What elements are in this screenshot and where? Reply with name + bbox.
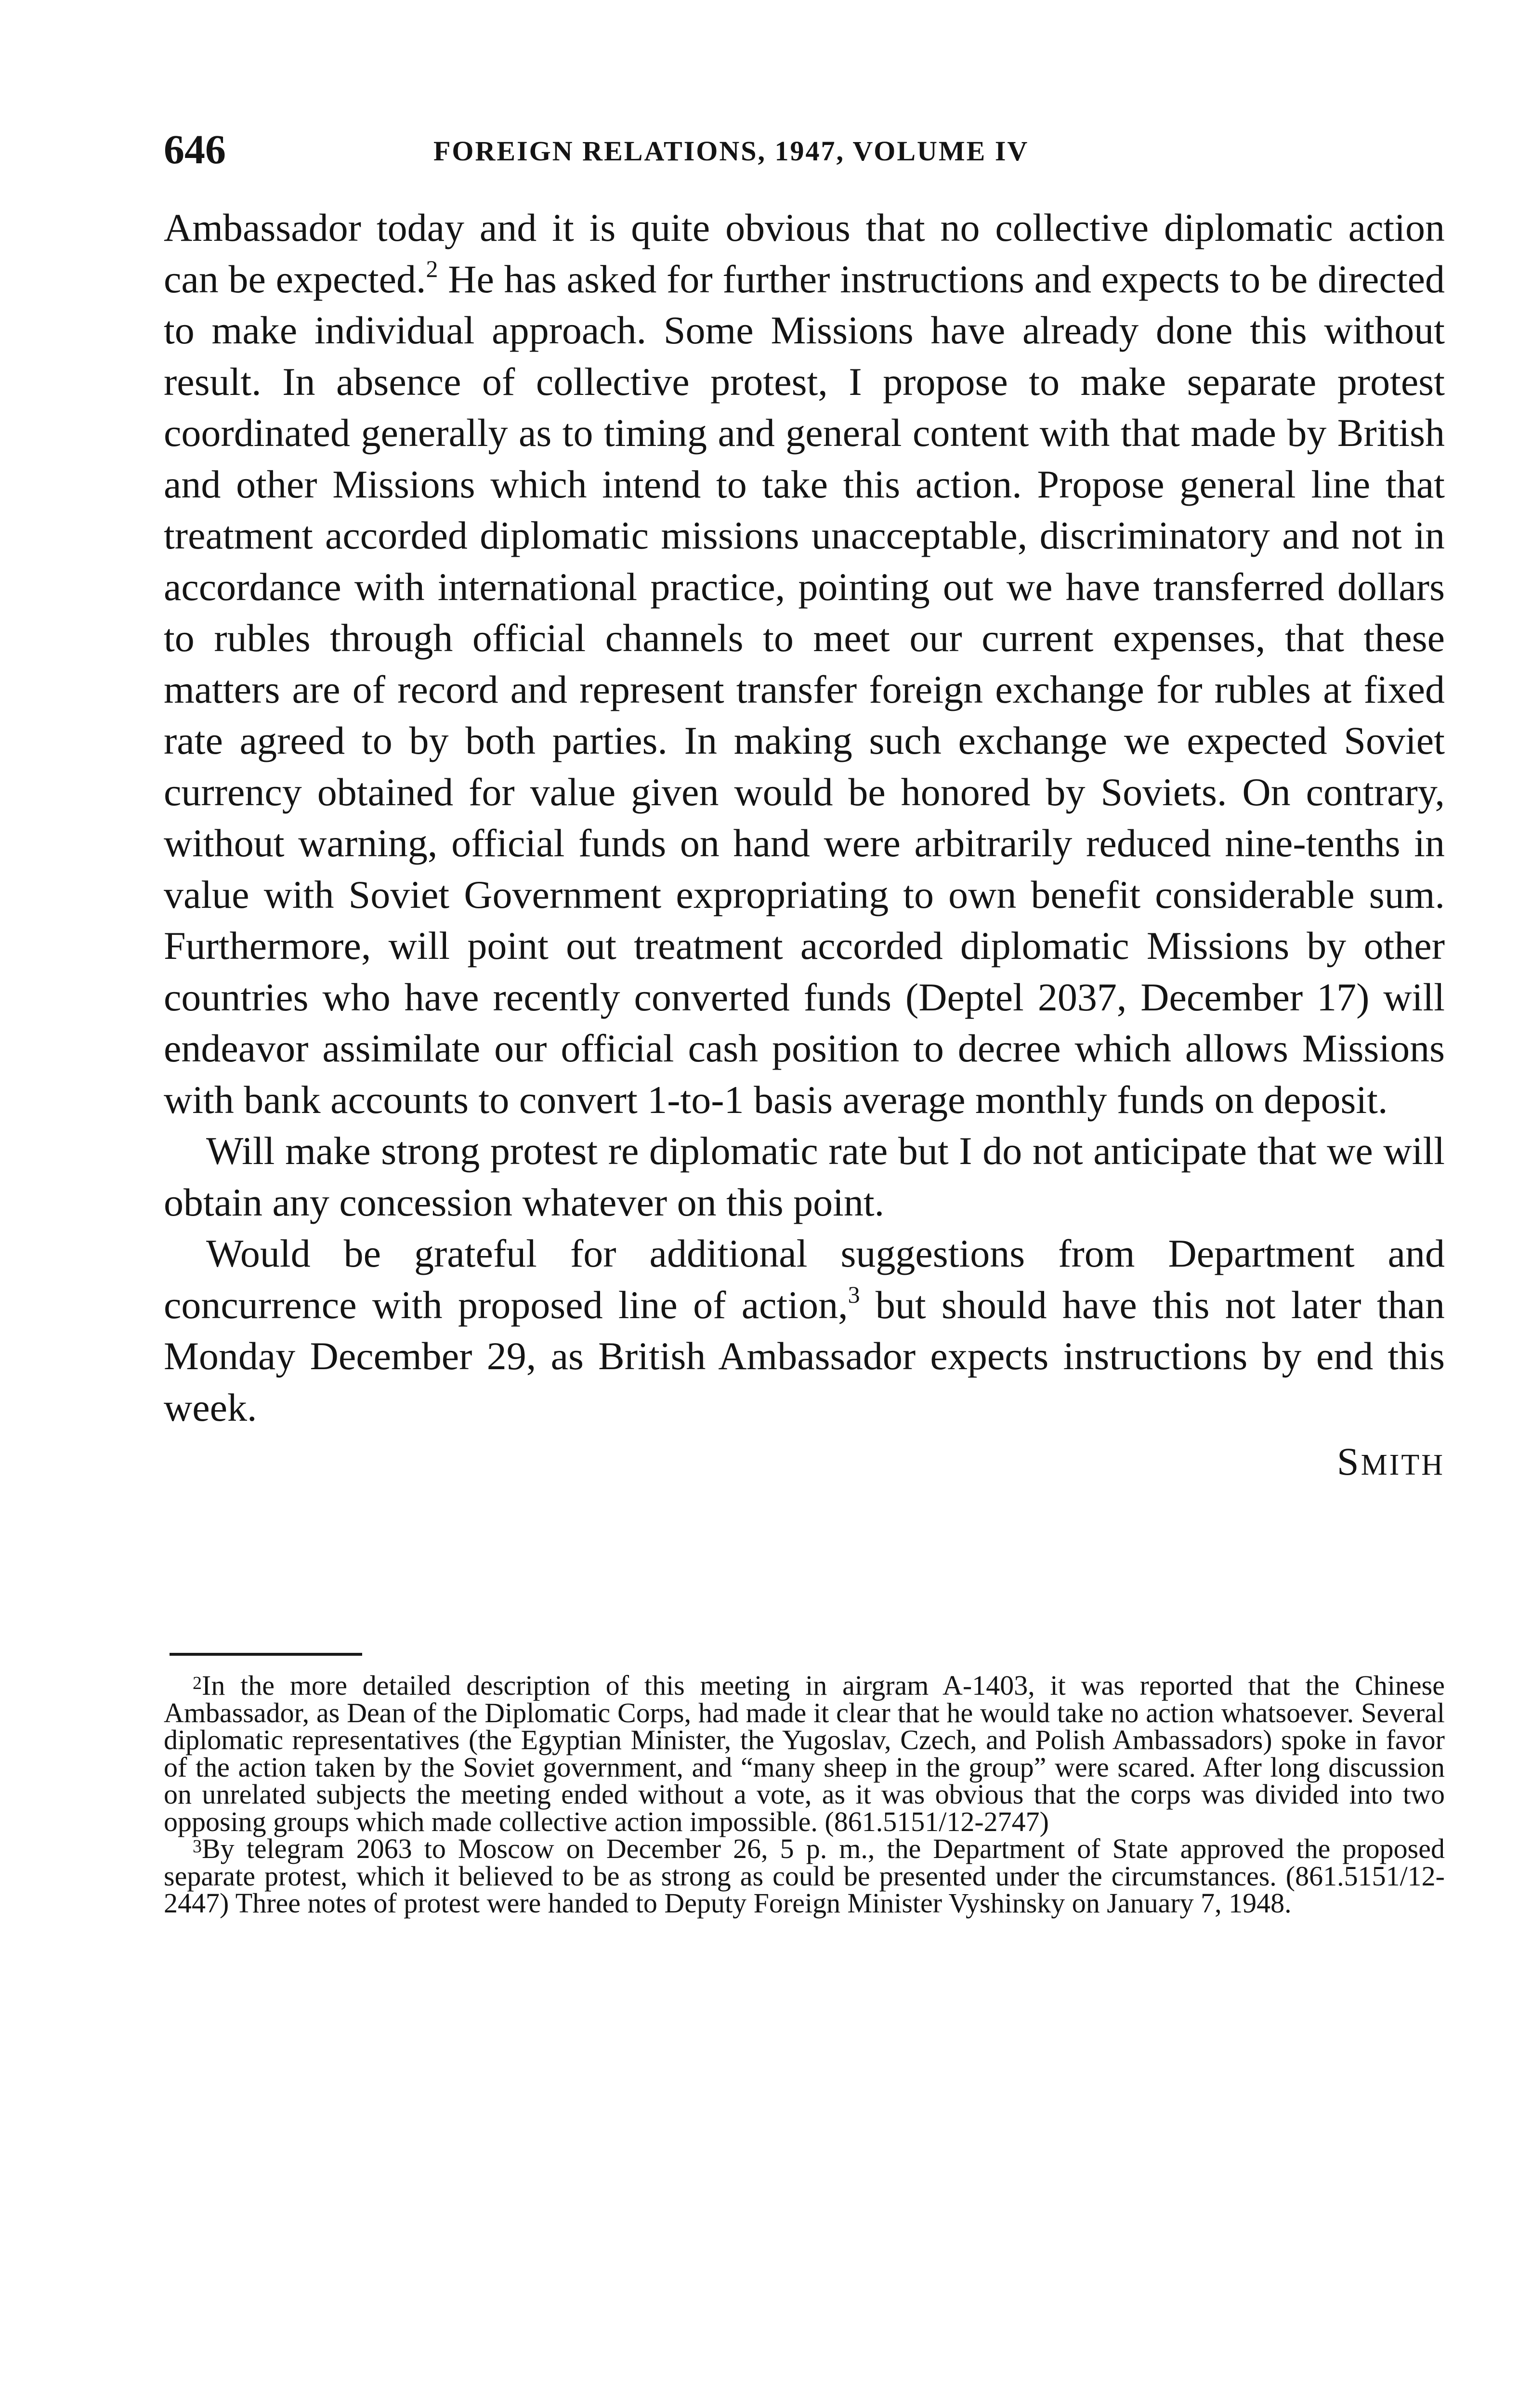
body-text bbox=[164, 202, 1445, 1492]
paragraph-2: Will make strong protest re diplomatic rate but I do not anticipate that we will obtain any concession whatever on this point. bbox=[164, 1129, 1445, 1224]
running-title: FOREIGN RELATIONS, 1947, VOLUME IV bbox=[433, 135, 1029, 167]
paragraph-3-text-a: Would be grateful for additional suggestions from Department and concurrence with proposed line of action, bbox=[164, 1231, 1445, 1327]
paragraph-1-text-b: He has asked for further instructions and expects to be directed to make individual approach. Some Missions have already done this without result. In absence of collective protest, I propose to make separate protest coordinated generally as to timing and general content with that made by British and other Missions which intend to take this action. Propose general line that treatment accorded diplomatic missions unacceptable, discriminatory and not in accordance with international practice, pointing out we have transferred dollars to rubles through official channels to meet our current expenses, that these matters are of record and represent transfer foreign exchange for rubles at fixed rate agreed to by both parties. In making such exchange we expected Soviet currency obtained for value given would be honored by Soviets. On contrary, without warning, official funds on hand were arbitrarily reduced nine-tenths in value with Soviet Government expropriating to own benefit considerable sum. Furthermore, will point out treatment accorded diplomatic Missions by other countries who have recently converted funds (Deptel 2037, December 17) will endeavor assimilate our official cash position to decree which allows Missions with bank accounts to convert 1-to-1 basis average monthly funds on deposit. bbox=[164, 257, 1445, 1122]
footnote-3 bbox=[164, 1835, 1445, 1917]
signature-rest: MITH bbox=[1361, 1449, 1445, 1481]
footnote-2-mark: 2 bbox=[193, 1673, 202, 1693]
footnote-3-text: By telegram 2063 to Moscow on December 26, 5 p. m., the Department of State approved the proposed separate protest, which it believed to be as strong as could be presented under the circumstances. (861.5151/12-2447) Three notes of protest were handed to Deputy Foreign Minister Vyshinsky on January 7, 1948. bbox=[164, 1833, 1445, 1919]
paragraph-3-text-b: but should have this not later than Monday December 29, as British Ambassador expects instructions by end this week. bbox=[164, 1283, 1445, 1429]
footnote-ref-2: 2 bbox=[426, 255, 438, 282]
footnote-3-mark: 3 bbox=[193, 1836, 202, 1857]
signature-initial: S bbox=[1336, 1440, 1361, 1483]
footnotes bbox=[164, 1672, 1445, 1917]
footnote-2 bbox=[164, 1672, 1445, 1835]
paragraph-3 bbox=[164, 1228, 1445, 1433]
paragraph-1 bbox=[164, 202, 1445, 1125]
footnote-ref-3: 3 bbox=[848, 1281, 860, 1308]
signature bbox=[164, 1435, 1445, 1492]
footnote-2-text: In the more detailed description of this meeting in airgram A-1403, it was reported that the Chinese Ambassador, as Dean of the Diplomatic Corps, had made it clear that he would take no action whatsoever. Several diplomatic representatives (the Egyptian Minister, the Yugoslav, Czech, and Polish Ambassadors) spoke in favor of the action taken by the Soviet government, and “many sheep in the group” were scared. After long discussion on unrelated subjects the meeting ended without a vote, as it was obvious that the corps was divided into two opposing groups which made collective action impossible. (861.5151/12-2747) bbox=[164, 1670, 1445, 1837]
paragraph-1-text-a: Ambassador today and it is quite obvious that no collective diplomatic action can be expected. bbox=[164, 206, 1445, 301]
running-header bbox=[164, 123, 1445, 176]
document-page bbox=[164, 0, 1445, 2408]
page-number: 646 bbox=[164, 126, 226, 172]
footnote-divider bbox=[170, 1653, 362, 1656]
